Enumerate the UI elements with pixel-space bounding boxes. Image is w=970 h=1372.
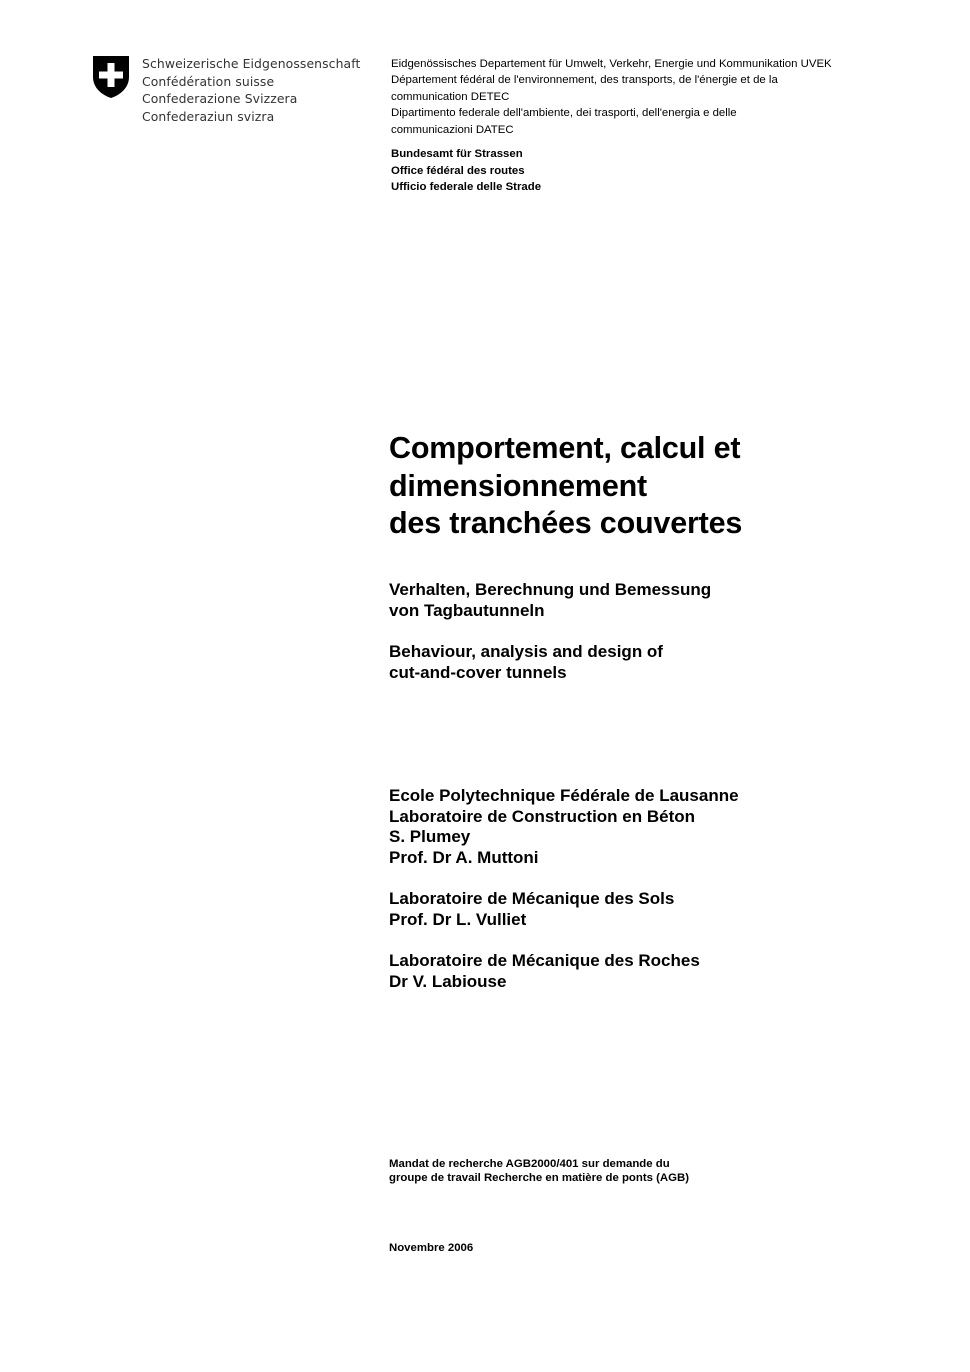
office-names bbox=[391, 146, 791, 196]
author-line: Ecole Polytechnique Fédérale de Lausanne bbox=[389, 786, 739, 805]
department-names bbox=[391, 56, 911, 138]
author-line: Prof. Dr L. Vulliet bbox=[389, 909, 527, 929]
title-line: dimensionnement bbox=[389, 468, 647, 503]
department-line: Eidgenössisches Departement für Umwelt, Verkehr, Energie und Kommunikation UVEK bbox=[391, 58, 832, 70]
swiss-cross-shield-icon bbox=[92, 55, 130, 99]
author-line: Laboratoire de Mécanique des Sols bbox=[389, 889, 675, 908]
office-line-de: Bundesamt für Strassen bbox=[391, 148, 523, 160]
mandate-line: groupe de travail Recherche en matière de ponts (AGB) bbox=[389, 1172, 690, 1185]
document-title bbox=[389, 430, 949, 543]
research-mandate bbox=[389, 1157, 809, 1186]
department-line: Département fédéral de l'environnement, des transports, de l'énergie et de la bbox=[391, 74, 778, 87]
subtitle-german bbox=[389, 580, 889, 621]
author-line: S. Plumey bbox=[389, 827, 471, 847]
publication-date: Novembre 2006 bbox=[389, 1242, 474, 1254]
logo-line-rm: Confederaziun svizra bbox=[142, 109, 275, 125]
subtitle-line: cut-and-cover tunnels bbox=[389, 662, 567, 682]
author-line: Prof. Dr A. Muttoni bbox=[389, 847, 539, 867]
logo-line-fr: Confédération suisse bbox=[142, 73, 275, 89]
title-line: Comportement, calcul et bbox=[389, 431, 741, 465]
department-line: communication DETEC bbox=[391, 90, 510, 103]
department-line: Dipartimento federale dell'ambiente, dei trasporti, dell'energia e delle bbox=[391, 107, 737, 120]
logo-line-de: Schweizerische Eidgenossenschaft bbox=[142, 56, 361, 71]
office-line-fr: Office fédéral des routes bbox=[391, 164, 525, 177]
department-line: communicazioni DATEC bbox=[391, 123, 514, 136]
title-line: des tranchées couvertes bbox=[389, 506, 743, 540]
author-group-rocks bbox=[389, 951, 909, 992]
mandate-line: Mandat de recherche AGB2000/401 sur demande du bbox=[389, 1158, 670, 1170]
author-group-soils bbox=[389, 889, 909, 930]
office-line-it: Ufficio federale delle Strade bbox=[391, 181, 542, 193]
author-line: Laboratoire de Construction en Béton bbox=[389, 806, 696, 826]
federal-logo bbox=[92, 55, 372, 130]
logo-line-it: Confederazione Svizzera bbox=[142, 91, 298, 107]
subtitle-line: Verhalten, Berechnung und Bemessung bbox=[389, 580, 712, 599]
author-line: Dr V. Labiouse bbox=[389, 971, 507, 991]
confederation-names bbox=[142, 55, 360, 126]
subtitle-english bbox=[389, 642, 889, 683]
subtitle-line: Behaviour, analysis and design of bbox=[389, 642, 663, 661]
subtitle-line: von Tagbautunneln bbox=[389, 600, 545, 620]
author-group-concrete bbox=[389, 786, 909, 868]
author-line: Laboratoire de Mécanique des Roches bbox=[389, 951, 700, 970]
